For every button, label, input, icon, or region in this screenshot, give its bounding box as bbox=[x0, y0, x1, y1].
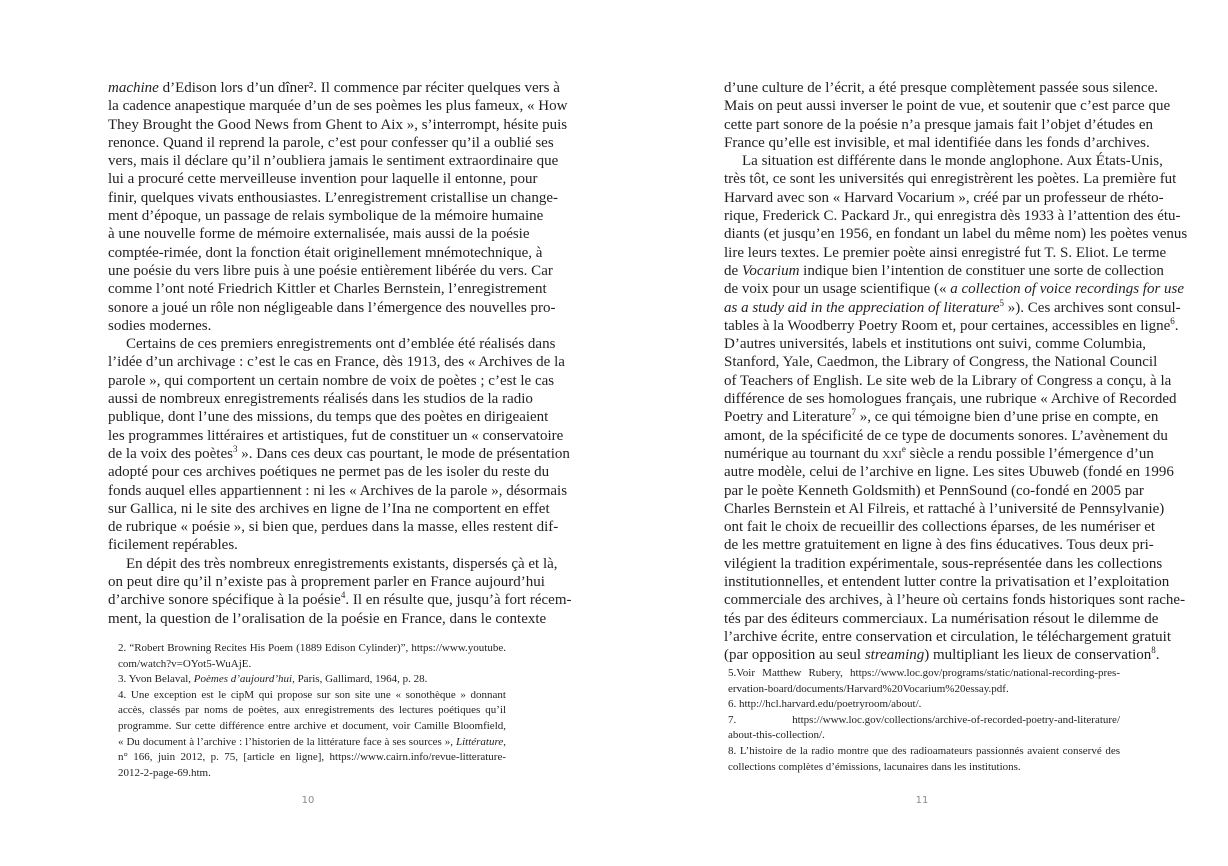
text-line bbox=[724, 390, 1177, 408]
text-run: commerciale des archives, à l’heure où certains fonds historiques sont rache- bbox=[724, 592, 1186, 609]
text-run: de la voix des poètes bbox=[108, 445, 233, 462]
text-run: vers, mais il déclare qu’il n’oubliera jamais le sentiment extraordinaire que bbox=[108, 153, 559, 170]
text-run: sodies modernes. bbox=[108, 317, 212, 334]
text-run: rique, Frederick C. Packard Jr., qui enregistra dès 1933 à l’attention des étu- bbox=[724, 208, 1181, 225]
footnote bbox=[728, 713, 1120, 744]
text-line bbox=[118, 735, 506, 751]
text-run: numérique au tournant du bbox=[724, 445, 883, 462]
text-line bbox=[724, 262, 1164, 280]
text-run: fonds auquel elles appartiennent : ni les « Archives de la parole », désormais bbox=[108, 482, 568, 499]
text-run: La situation est différente dans le monde anglophone. Aux États-Unis, bbox=[742, 153, 1163, 170]
text-run: 7. https://www.loc.gov/collections/archive-of-recorded-poetry-and-literature/ bbox=[728, 713, 1120, 726]
text-line bbox=[724, 628, 1172, 646]
text-line bbox=[724, 536, 1154, 554]
text-line bbox=[728, 697, 1120, 713]
italic-text: Poèmes d’aujourd’hui bbox=[193, 673, 293, 686]
text-run: sur Gallica, ni le site des archives en ligne de l’Ina ne comportent en effet bbox=[108, 500, 550, 517]
text-line bbox=[108, 463, 550, 481]
italic-text: machine bbox=[108, 80, 159, 96]
text-run: d’archive sonore spécifique à la poésie bbox=[108, 592, 341, 609]
text-run: de voix pour un usage scientifique (« bbox=[724, 281, 951, 298]
text-run: They Brought the Good News from Ghent to Aix », s’interrompt, hésite puis bbox=[108, 116, 568, 133]
text-line bbox=[118, 657, 506, 673]
text-run: différence de ses homologues français, une rubrique « Archive of Recorded bbox=[724, 391, 1177, 408]
text-line bbox=[118, 641, 506, 657]
text-line bbox=[118, 703, 506, 719]
text-run: 2012-2-page-69.htm. bbox=[118, 766, 211, 779]
text-run: Charles Bernstein et Al Filreis, et rattaché à l’université de Pennsylvanie) bbox=[724, 500, 1165, 517]
text-line bbox=[108, 116, 568, 134]
text-line bbox=[728, 760, 1120, 776]
text-run: l’archive écrite, entre conservation et circulation, le téléchargement gratuit bbox=[724, 628, 1172, 645]
text-run: tés par des éditeurs commerciaux. La numérisation résout le dilemme de bbox=[724, 610, 1159, 627]
italic-text: streaming bbox=[864, 647, 925, 664]
text-line bbox=[724, 97, 1171, 115]
text-line bbox=[724, 427, 1168, 445]
text-run: ». Dans ces deux cas pourtant, le mode de présentation bbox=[237, 445, 570, 462]
text-line bbox=[108, 280, 547, 298]
text-run: une poésie du vers libre puis à une poésie entièrement libérée du vers. Car bbox=[108, 262, 553, 279]
text-line bbox=[724, 189, 1164, 207]
superscript: 8 bbox=[1151, 645, 1156, 656]
text-line bbox=[118, 688, 506, 704]
text-run: ment, la question de l’oralisation de la poésie en France, dans le contexte bbox=[108, 610, 547, 627]
text-run: of Teachers of English. Le site web de la Library of Congress a conçu, à la bbox=[724, 372, 1172, 389]
text-run: . Il en résulte que, jusqu’à fort récem- bbox=[345, 592, 572, 609]
text-line bbox=[724, 573, 1170, 591]
text-run: l’idée d’un archivage : c’est le cas en France, dès 1913, des « Archives de la bbox=[108, 354, 565, 371]
italic-text: as a study aid in the appreciation of literature bbox=[724, 299, 1000, 316]
text-run: 4. Une exception est le cipM qui propose sur son site une « sonothèque » donnant bbox=[118, 688, 506, 701]
text-run: . bbox=[1174, 317, 1179, 334]
text-run: collections complètes d’émissions, lacunaires dans les institutions. bbox=[728, 760, 1021, 773]
text-run: comme l’ont noté Friedrich Kittler et Charles Bernstein, l’enregistrement bbox=[108, 281, 547, 298]
text-line bbox=[728, 728, 1120, 744]
paragraph bbox=[108, 79, 568, 335]
page-right bbox=[614, 0, 1228, 866]
text-line bbox=[724, 297, 1181, 317]
text-line bbox=[724, 79, 1158, 97]
text-line bbox=[724, 280, 1185, 298]
text-line bbox=[108, 225, 530, 243]
text-line bbox=[728, 682, 1120, 698]
footnote bbox=[728, 744, 1120, 775]
text-line bbox=[724, 372, 1172, 390]
text-line bbox=[108, 408, 549, 426]
text-line bbox=[108, 189, 558, 207]
footnote bbox=[728, 697, 1120, 713]
text-line bbox=[118, 719, 506, 735]
italic-text: a collection of voice recordings for use bbox=[950, 281, 1185, 298]
superscript: 4 bbox=[340, 590, 346, 601]
text-line bbox=[724, 134, 1150, 152]
text-line bbox=[108, 555, 558, 573]
text-run: (par opposition au seul bbox=[724, 647, 865, 664]
footnote bbox=[118, 688, 506, 782]
text-run: lire leurs textes. Le premier poète ainsi enregistré fut T. S. Eliot. Le terme bbox=[724, 244, 1167, 261]
text-run: 3. Yvon Belaval, bbox=[118, 673, 194, 686]
text-run: de bbox=[724, 262, 742, 279]
text-line bbox=[108, 152, 559, 170]
text-run: à une nouvelle forme de mémoire externalisée, mais aussi de la poésie bbox=[108, 226, 530, 243]
text-line bbox=[724, 335, 1147, 353]
text-run: Harvard avec son « Harvard Vocarium », créé par un professeur de rhéto- bbox=[724, 189, 1164, 206]
text-line bbox=[108, 244, 543, 262]
text-run: siècle a rendu possible l’émergence d’un bbox=[905, 445, 1154, 462]
text-run: about-this-collection/. bbox=[728, 729, 825, 742]
text-line bbox=[108, 170, 538, 188]
text-line bbox=[724, 207, 1181, 225]
superscript: 5 bbox=[999, 297, 1005, 308]
text-line bbox=[724, 610, 1159, 628]
paragraph bbox=[724, 152, 1188, 664]
text-line bbox=[724, 518, 1156, 536]
text-line bbox=[108, 299, 556, 317]
text-run: sonore a joué un rôle non négligeable dans l’émergence des nouvelles pro- bbox=[108, 299, 556, 316]
text-line bbox=[724, 170, 1177, 188]
text-line bbox=[108, 427, 564, 445]
text-line bbox=[108, 500, 550, 518]
superscript: 7 bbox=[851, 407, 856, 418]
text-run: France qu’elle est invisible, et mal identifiée dans les fonds d’archives. bbox=[724, 134, 1150, 151]
text-run: adopté pour ces archives poétiques ne permet pas de les isoler du reste du bbox=[108, 464, 550, 481]
text-run: d’Edison lors d’un dîner². Il commence par réciter quelques vers à bbox=[158, 80, 560, 96]
text-run: , Paris, Gallimard, 1964, p. 28. bbox=[292, 673, 428, 686]
text-run: amont, de la spécificité de ce type de documents sonores. L’avènement du bbox=[724, 427, 1168, 444]
footnote bbox=[118, 641, 506, 672]
text-run: de rubrique « poésie », si bien que, perdues dans la masse, elles restent dif- bbox=[108, 519, 559, 536]
text-run: . bbox=[1155, 647, 1160, 664]
text-run: indique bien l’intention de constituer une sorte de collection bbox=[799, 262, 1164, 279]
text-run: autre modèle, celui de l’archive en ligne. Les sites Ubuweb (fondé en 1996 bbox=[724, 464, 1174, 481]
text-line bbox=[724, 645, 1160, 664]
text-run: finir, quelques vivats enthousiastes. L’enregistrement cristallise un change- bbox=[108, 189, 558, 206]
text-run: parole », qui comportent un certain nombre de voix de poètes ; c’est le cas bbox=[108, 372, 555, 389]
paragraph bbox=[724, 79, 1171, 152]
text-run: lui a procuré cette merveilleuse invention pour laquelle il entonne, pour bbox=[108, 171, 538, 188]
text-line bbox=[724, 244, 1167, 262]
text-run: Certains de ces premiers enregistrements ont d’emblée été réalisés dans bbox=[126, 336, 556, 353]
superscript: 6 bbox=[1170, 315, 1175, 326]
text-run: n° 166, juin 2012, p. 75, [article en ligne], https://www.cairn.info/revue-litterature- bbox=[118, 751, 506, 764]
text-run: accès, classés par noms de poètes, aux enregistrements des lectures poétiques qu’il bbox=[118, 704, 506, 717]
text-run: la cadence anapestique marquée d’un de ses poèmes les plus fameux, « How bbox=[108, 98, 568, 115]
text-run: »). Ces archives sont consul- bbox=[1004, 299, 1181, 316]
superscript: e bbox=[901, 443, 906, 454]
text-line bbox=[118, 750, 506, 766]
text-run: renonce. Quand il reprend la parole, c’est pour confesser qu’il a oublié ses bbox=[108, 134, 554, 151]
text-run: , bbox=[503, 735, 506, 748]
text-line bbox=[108, 353, 565, 371]
text-run: vilégient la tradition expérimentale, sous-représentée dans les collections bbox=[724, 555, 1163, 572]
text-run: Poetry and Literature bbox=[724, 409, 852, 426]
text-line bbox=[724, 315, 1179, 335]
text-line bbox=[108, 335, 556, 353]
body-text bbox=[724, 79, 1188, 665]
text-run: ) multipliant les lieux de conservation bbox=[924, 647, 1152, 664]
text-line bbox=[108, 372, 555, 390]
text-line bbox=[724, 225, 1188, 243]
text-line bbox=[108, 262, 553, 280]
text-run: tables à la Woodberry Poetry Room et, pour certaines, accessibles en ligne bbox=[724, 317, 1171, 334]
text-run: très tôt, ce sont les universités qui enregistrèrent les poètes. La première fut bbox=[724, 171, 1177, 188]
text-run: diants (et jusqu’en 1956, en fondant un label du même nom) les poètes venus bbox=[724, 226, 1188, 243]
text-line bbox=[108, 482, 568, 500]
footnote bbox=[728, 666, 1120, 697]
text-run: 8. L’histoire de la radio montre que des radioamateurs passionnés avaient conservé des bbox=[728, 744, 1120, 757]
text-run: par le poète Kenneth Goldsmith) et PennSound (co-fondé en 2005 par bbox=[724, 482, 1144, 499]
text-run: Stanford, Yale, Caedmon, the Library of Congress, the National Council bbox=[724, 354, 1158, 371]
text-run: on peut dire qu’il n’existe pas à proprement parler en France aujourd’hui bbox=[108, 574, 545, 591]
text-run: de les mettre gratuitement en ligne à des fins éducatives. Tous deux pri- bbox=[724, 537, 1154, 554]
text-run: D’autres universités, labels et institutions ont suivi, comme Columbia, bbox=[724, 336, 1147, 353]
text-line bbox=[108, 610, 547, 628]
text-line bbox=[108, 518, 559, 536]
text-run: 6. http://hcl.harvard.edu/poetryroom/about/. bbox=[728, 698, 922, 711]
text-line bbox=[108, 573, 545, 591]
text-run: programme. Sur cette différence entre archive et document, voir Camille Bloomfield, bbox=[118, 719, 506, 732]
text-line bbox=[108, 536, 508, 554]
footnote bbox=[118, 672, 506, 688]
text-line bbox=[108, 207, 544, 225]
text-line bbox=[118, 766, 506, 782]
text-run: comptée-rimée, dont la fonction était originellement mnémotechnique, à bbox=[108, 244, 543, 261]
page-number: 11 bbox=[915, 795, 929, 806]
text-line bbox=[118, 672, 506, 688]
text-run: « Du document à l’archive : l’historien de la littérature face à ses sources », bbox=[118, 735, 456, 748]
text-line bbox=[728, 744, 1120, 760]
body-text bbox=[108, 79, 572, 628]
text-run: ervation-board/documents/Harvard%20Vocarium%20essay.pdf. bbox=[728, 682, 1009, 695]
text-line bbox=[108, 590, 572, 609]
text-line bbox=[724, 407, 1159, 426]
text-run: les programmes littéraires et artistiques, fut de constituer un « conservatoire bbox=[108, 427, 564, 444]
footnotes bbox=[118, 641, 506, 781]
text-run: com/watch?v=OYot5-WuAjE. bbox=[118, 657, 252, 670]
text-line bbox=[724, 116, 1153, 134]
text-line bbox=[724, 463, 1174, 481]
text-line bbox=[108, 317, 508, 335]
text-line bbox=[108, 97, 568, 115]
text-line bbox=[108, 134, 554, 152]
small-caps-text: xxi bbox=[882, 445, 902, 462]
text-run: 5.Voir Matthew Rubery, https://www.loc.gov/programs/static/national-recording-pres- bbox=[728, 667, 1120, 679]
paragraph bbox=[108, 555, 572, 628]
text-line bbox=[728, 666, 1120, 682]
italic-text: Littérature bbox=[455, 735, 504, 748]
text-run: d’une culture de l’écrit, a été presque complètement passée sous silence. bbox=[724, 80, 1158, 96]
text-run: aussi de nombreux enregistrements réalisés dans les studios de la radio bbox=[108, 391, 533, 408]
text-line bbox=[724, 353, 1158, 371]
text-run: publique, dont l’une des missions, du temps que des poètes en dirigeaient bbox=[108, 409, 549, 426]
text-line bbox=[724, 555, 1163, 573]
page-number: 10 bbox=[301, 795, 315, 806]
italic-text: Vocarium bbox=[741, 262, 800, 279]
text-line bbox=[728, 713, 1120, 729]
text-run: ment d’époque, un passage de relais symbolique de la mémoire humaine bbox=[108, 208, 544, 225]
text-run: En dépit des très nombreux enregistrements existants, dispersés çà et là, bbox=[126, 555, 558, 572]
text-run: », ce qui témoigne bien d’une prise en compte, en bbox=[855, 409, 1159, 426]
superscript: 3 bbox=[232, 443, 238, 454]
text-line bbox=[724, 591, 1186, 609]
text-line bbox=[724, 500, 1165, 518]
text-line bbox=[108, 79, 560, 97]
text-run: Mais on peut aussi inverser le point de vue, et soutenir que c’est parce que bbox=[724, 98, 1171, 115]
text-run: 2. “Robert Browning Recites His Poem (1889 Edison Cylinder)”, https://www.youtube. bbox=[118, 642, 506, 654]
text-line bbox=[724, 482, 1144, 500]
paragraph bbox=[108, 335, 570, 555]
text-run: ficilement repérables. bbox=[108, 537, 238, 554]
text-line bbox=[724, 443, 1154, 463]
text-run: cette part sonore de la poésie n’a presque jamais fait l’objet d’études en bbox=[724, 116, 1153, 133]
text-line bbox=[108, 390, 533, 408]
text-line bbox=[724, 152, 1163, 170]
text-run: ont fait le choix de recueillir des collections éparses, de les numériser et bbox=[724, 519, 1156, 536]
text-run: institutionnelles, et entendent lutter contre la privatisation et l’exploitation bbox=[724, 574, 1170, 591]
text-line bbox=[108, 443, 570, 463]
footnotes bbox=[728, 666, 1120, 775]
